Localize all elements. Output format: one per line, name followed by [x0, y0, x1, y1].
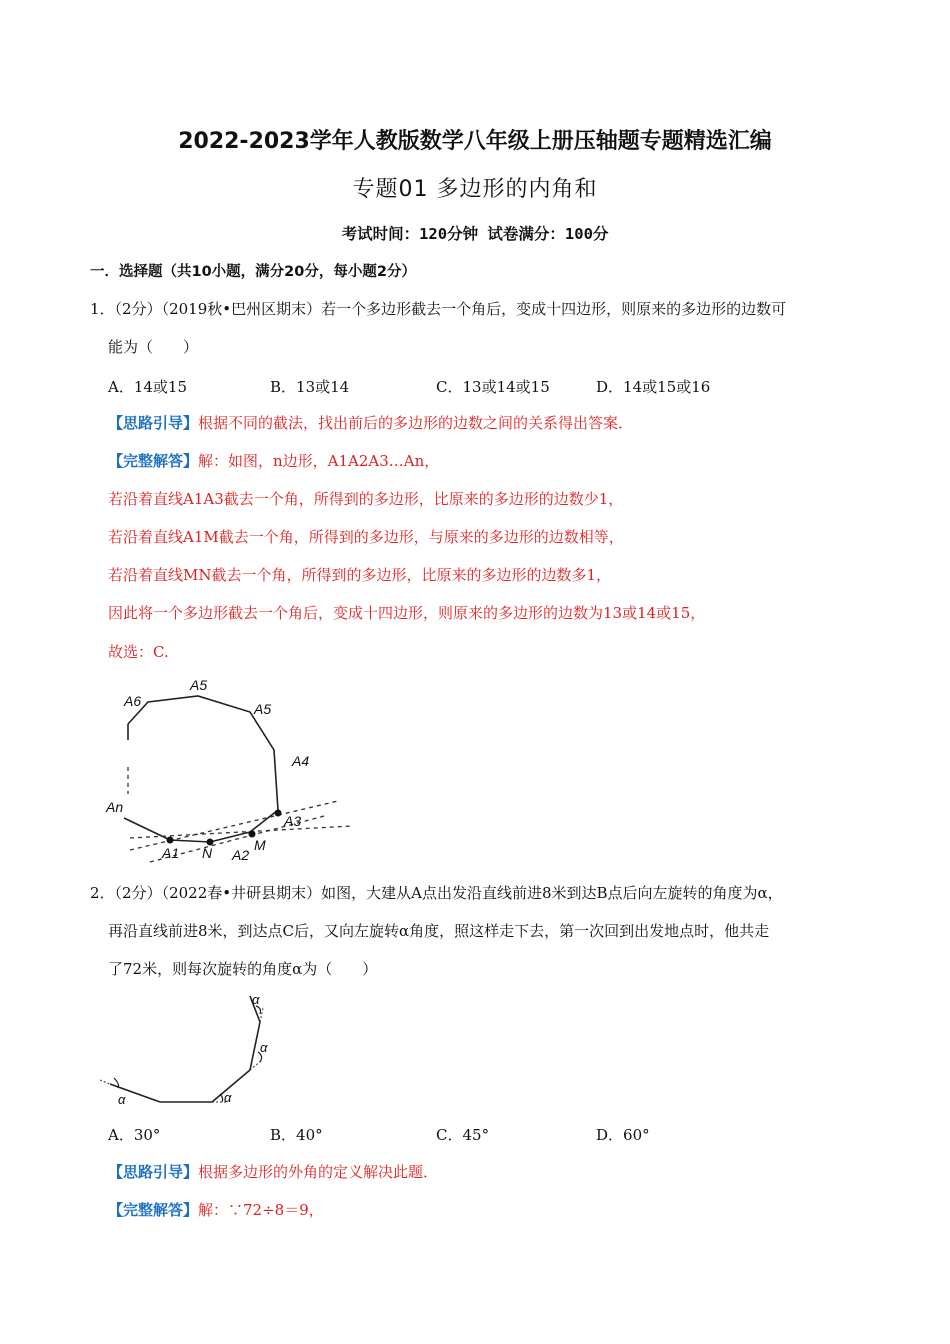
q1-answer-intro: 解：如图，n边形，A1A2A3…An， [198, 452, 440, 470]
q1-answer-line: 若沿着直线A1M截去一个角，所得到的多边形，与原来的多边形的边数相等， [108, 528, 624, 546]
q2-answer [108, 1200, 324, 1220]
alpha-label: α [118, 1092, 126, 1107]
label-a5-top: A5 [190, 677, 208, 693]
q2-option-b: B．40° [270, 1126, 323, 1144]
q1-hint-tag: 【思路引导】 [108, 414, 199, 432]
q2-stem-line2: 再沿直线前进8米，到达点C后，又向左旋转α角度，照这样走下去，第一次回到出发地点时，他共走 [108, 922, 770, 940]
q1-option-a: A．14或15 [108, 378, 188, 396]
q1-answer-line: 故选：C. [108, 643, 169, 661]
cut-line-a1m [130, 826, 352, 838]
q2-option-c: C．45° [436, 1126, 490, 1144]
label-a4: A4 [292, 753, 310, 769]
label-a5-right: A5 [254, 701, 272, 717]
q2-stem-line1: 2．（2分）（2022春•井研县期末）如图，大建从A点出发沿直线前进8米到达B点后向左旋转的角度为α， [90, 884, 783, 902]
document-title: 2022-2023学年人教版数学八年级上册压轴题专题精选汇编 [178, 129, 772, 154]
alpha-label: α [224, 1090, 232, 1105]
label-m: M [254, 837, 266, 853]
point-a1 [167, 837, 174, 844]
alpha-label: α [260, 1040, 268, 1055]
path-segment [250, 1022, 260, 1070]
label-a1: A1 [162, 845, 180, 861]
q1-answer-tag: 【完整解答】 [108, 452, 199, 470]
q1-answer-line: 若沿着直线A1A3截去一个角，所得到的多边形，比原来的多边形的边数少1， [108, 490, 624, 508]
q1-answer-line: 因此将一个多边形截去一个角后，变成十四边形，则原来的多边形的边数为13或14或15， [108, 604, 706, 622]
label-an: An [106, 799, 124, 815]
q1-answer-intro-line [108, 451, 439, 471]
exam-info: 考试时间：120分钟 试卷满分：100分 [341, 225, 609, 243]
q1-option-d: D．14或15或16 [596, 378, 711, 396]
q2-hint-tag: 【思路引导】 [108, 1163, 199, 1181]
q2-path-figure [100, 990, 300, 1110]
q1-hint-text: 根据不同的截法，找出前后的多边形的边数之间的关系得出答案． [198, 414, 634, 432]
cut-line-a1a3 [130, 801, 338, 850]
q2-hint [108, 1162, 438, 1182]
q1-stem-line1: 1．（2分）（2019秋•巴州区期末）若一个多边形截去一个角后，变成十四边形，则原来的多边形的边数可 [90, 300, 787, 318]
polygon-edge [170, 840, 210, 842]
q1-stem-line2: 能为（ ） [108, 338, 199, 356]
label-a2: A2 [232, 847, 250, 863]
q1-polygon-figure [100, 672, 370, 872]
document-subtitle: 专题01 多边形的内角和 [352, 177, 598, 202]
point-a3 [275, 810, 282, 817]
q2-option-a: A．30° [108, 1126, 161, 1144]
angle-arc [220, 1094, 223, 1102]
q2-option-d: D．60° [596, 1126, 650, 1144]
q2-stem-line3: 了72米，则每次旋转的角度α为（ ） [108, 960, 378, 978]
section-heading: 一．选择题（共10小题，满分20分，每小题2分） [90, 264, 416, 280]
q2-hint-text: 根据多边形的外角的定义解决此题． [198, 1163, 439, 1181]
q2-answer-tag: 【完整解答】 [108, 1201, 199, 1219]
q1-hint [108, 413, 633, 433]
alpha-label: α [252, 992, 260, 1007]
label-n: N [202, 845, 213, 861]
extension-line [100, 1080, 110, 1084]
q1-answer-line: 若沿着直线MN截去一个角，所得到的多边形，比原来的多边形的边数多1， [108, 566, 612, 584]
label-a6: A6 [124, 693, 142, 709]
q1-option-b: B．13或14 [270, 378, 350, 396]
q2-answer-text: 解：∵72÷8＝9， [198, 1201, 324, 1219]
label-a3: A3 [284, 813, 302, 829]
q1-option-c: C．13或14或15 [436, 378, 550, 396]
